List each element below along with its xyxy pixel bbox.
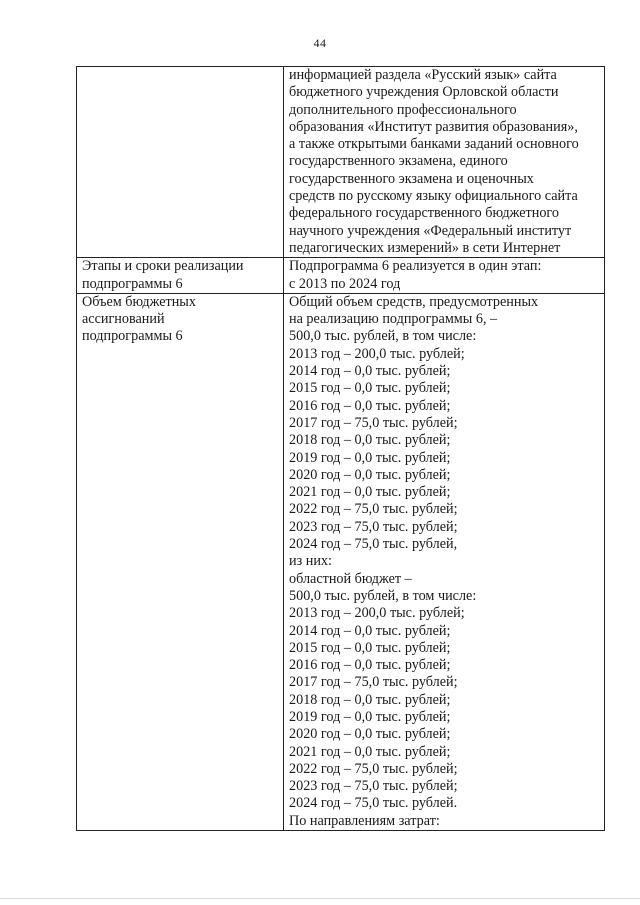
- program-passport-table: [76, 66, 605, 831]
- row-content-line: педагогических измерений» в сети Интернет: [289, 239, 561, 256]
- row-content-line: Подпрограмма 6 реализуется в один этап:: [289, 258, 542, 275]
- row-content-line: 2016 год – 0,0 тыс. рублей;: [289, 657, 451, 674]
- row-content-line: информацией раздела «Русский язык» сайта: [289, 67, 557, 83]
- row-label-line: Этапы и сроки реализации: [82, 258, 244, 275]
- row-content-cell: [284, 258, 605, 294]
- row-content-line: федерального государственного бюджетного: [289, 205, 559, 222]
- row-content-line: 2014 год – 0,0 тыс. рублей;: [289, 622, 451, 639]
- row-content-line: 500,0 тыс. рублей, в том числе:: [289, 328, 477, 345]
- row-content-line: 2021 год – 0,0 тыс. рублей;: [289, 743, 451, 760]
- row-content-line: 2015 год – 0,0 тыс. рублей;: [289, 639, 451, 656]
- row-content-line: 2013 год – 200,0 тыс. рублей;: [289, 345, 465, 362]
- page-number: 44: [313, 36, 327, 50]
- row-label-cell: [77, 67, 284, 258]
- row-label-cell: [77, 258, 284, 294]
- row-content-line: 500,0 тыс. рублей, в том числе:: [289, 587, 477, 604]
- row-content-line: образования «Институт развития образования»,: [289, 118, 578, 135]
- table-row: [77, 258, 605, 294]
- row-content-line: 2018 год – 0,0 тыс. рублей;: [289, 691, 451, 708]
- row-content-cell: [284, 67, 605, 258]
- row-content-line: 2015 год – 0,0 тыс. рублей;: [289, 380, 451, 397]
- row-content-line: 2013 год – 200,0 тыс. рублей;: [289, 605, 465, 622]
- row-label-cell: [77, 293, 284, 830]
- row-content-line: с 2013 по 2024 год: [289, 275, 401, 292]
- row-content-line: дополнительного профессионального: [289, 101, 517, 118]
- row-content-line: государственного экзамена, единого: [289, 153, 508, 170]
- row-content-line: 2016 год – 0,0 тыс. рублей;: [289, 397, 451, 414]
- row-content-cell: [284, 293, 605, 830]
- row-label-line: Объем бюджетных: [82, 293, 196, 310]
- row-content-line: Общий объем средств, предусмотренных: [289, 293, 539, 310]
- table-row: [77, 67, 605, 258]
- row-content-line: а также открытыми банками заданий основного: [289, 136, 579, 153]
- scan-bottom-line: [0, 898, 640, 899]
- row-label-line: ассигнований: [82, 311, 165, 328]
- table-row: [77, 293, 605, 830]
- row-content-line: 2023 год – 75,0 тыс. рублей;: [289, 518, 458, 535]
- row-content-line: 2024 год – 75,0 тыс. рублей,: [289, 536, 458, 553]
- row-content-line: 2021 год – 0,0 тыс. рублей;: [289, 484, 451, 501]
- row-content-line: 2019 год – 0,0 тыс. рублей;: [289, 449, 451, 466]
- row-content-line: 2019 год – 0,0 тыс. рублей;: [289, 708, 451, 725]
- row-content-line: 2020 год – 0,0 тыс. рублей;: [289, 466, 451, 483]
- row-content-line: 2022 год – 75,0 тыс. рублей;: [289, 501, 458, 518]
- row-content-line: 2014 год – 0,0 тыс. рублей;: [289, 363, 451, 380]
- row-label-line: подпрограммы 6: [82, 275, 183, 292]
- row-content-line: 2017 год – 75,0 тыс. рублей;: [289, 414, 458, 431]
- row-content-line: научного учреждения «Федеральный институт: [289, 222, 572, 239]
- row-content-line: средств по русскому языку официального сайта: [289, 188, 578, 205]
- row-content-line: областной бюджет –: [289, 570, 412, 587]
- row-content-line: 2018 год – 0,0 тыс. рублей;: [289, 432, 451, 449]
- row-content-line: на реализацию подпрограммы 6, –: [289, 311, 498, 328]
- row-content-line: 2024 год – 75,0 тыс. рублей.: [289, 795, 458, 812]
- row-content-line: 2017 год – 75,0 тыс. рублей;: [289, 674, 458, 691]
- row-content-line: 2022 год – 75,0 тыс. рублей;: [289, 760, 458, 777]
- row-content-line: бюджетного учреждения Орловской области: [289, 84, 559, 101]
- row-label-line: подпрограммы 6: [82, 328, 183, 345]
- table-body: [77, 67, 605, 831]
- row-content-line: По направлениям затрат:: [289, 812, 440, 829]
- row-content-line: 2020 год – 0,0 тыс. рублей;: [289, 726, 451, 743]
- row-content-line: из них:: [289, 553, 332, 570]
- row-content-line: государственного экзамена и оценочных: [289, 170, 534, 187]
- row-content-line: 2023 год – 75,0 тыс. рублей;: [289, 778, 458, 795]
